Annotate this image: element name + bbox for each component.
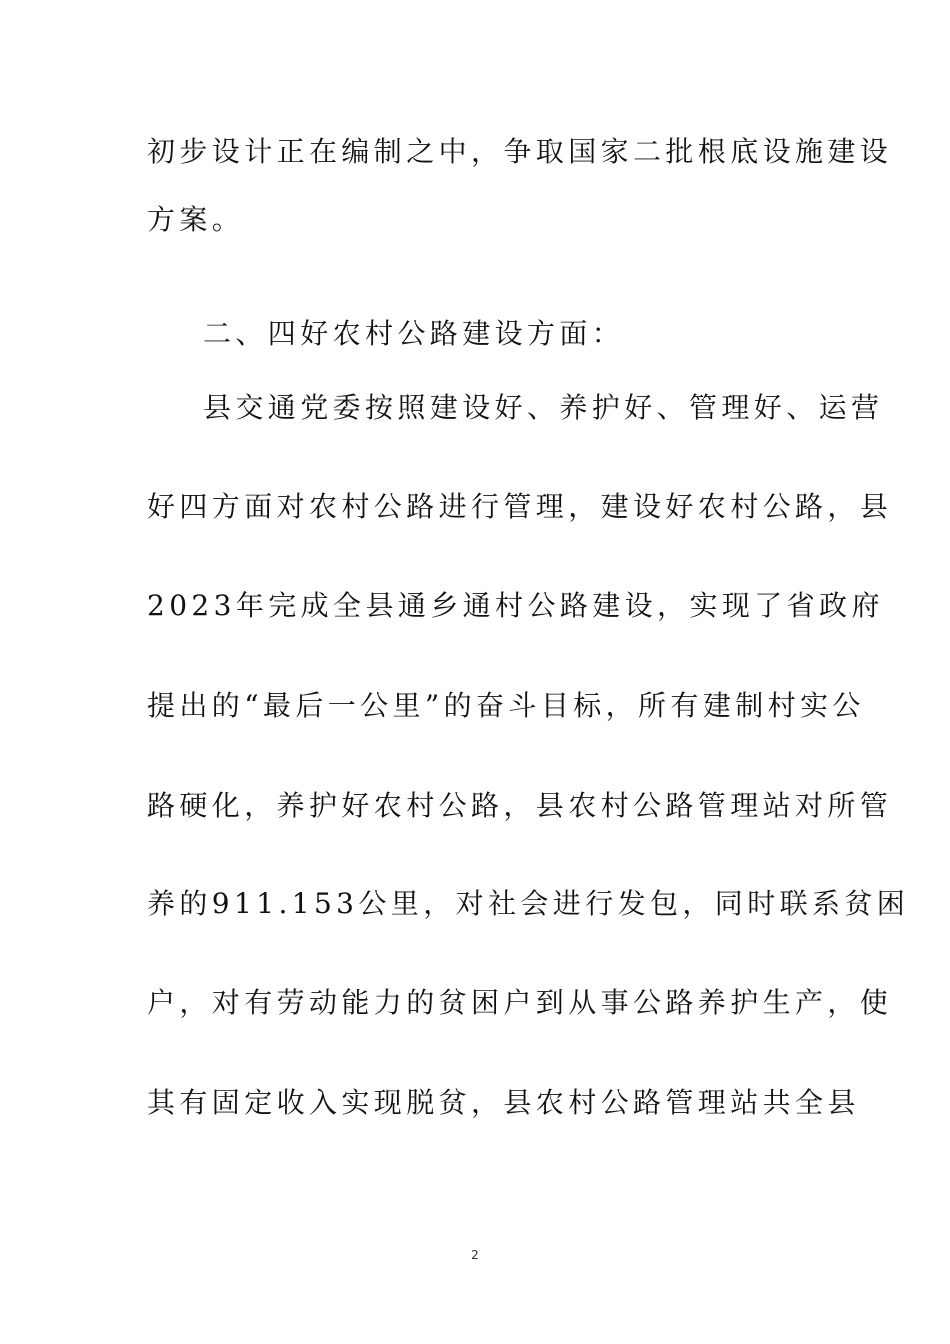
text-line-10: 户，对有劳动能力的贫困户到从事公路养护生产，使 bbox=[147, 986, 893, 1019]
text-line-9: 养的911.153公里，对社会进行发包，同时联系贫困 bbox=[147, 887, 910, 920]
text-line-8: 路硬化，养护好农村公路，县农村公路管理站对所管 bbox=[147, 789, 893, 822]
text-line-5: 好四方面对农村公路进行管理，建设好农村公路，县 bbox=[147, 490, 893, 523]
page-number: 2 bbox=[471, 1248, 479, 1262]
text-line-4: 县交通党委按照建设好、养护好、管理好、运营 bbox=[203, 391, 884, 424]
text-line-6: 2023年完成全县通乡通村公路建设，实现了省政府 bbox=[147, 589, 884, 622]
text-line-2: 方案。 bbox=[147, 203, 245, 236]
section-heading: 二、四好农村公路建设方面： bbox=[203, 317, 625, 350]
text-line-11: 其有固定收入实现脱贫，县农村公路管理站共全县 bbox=[147, 1086, 860, 1119]
text-line-7: 提出的“最后一公里”的奋斗目标，所有建制村实公 bbox=[147, 689, 865, 722]
text-line-1: 初步设计正在编制之中，争取国家二批根底设施建设 bbox=[147, 135, 893, 168]
